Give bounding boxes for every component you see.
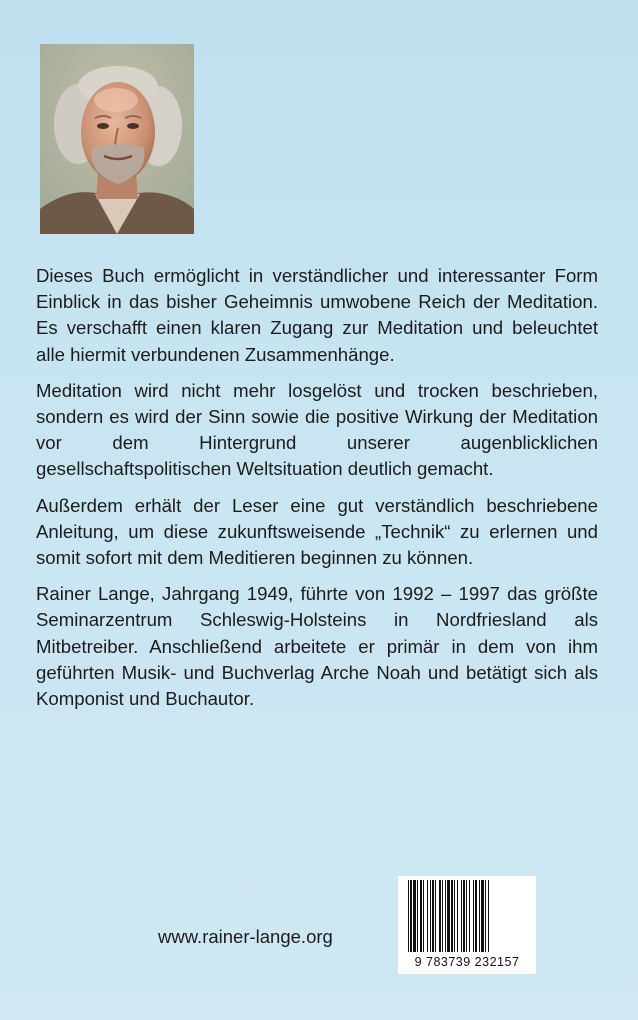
blurb-paragraph: Außerdem erhält der Leser eine gut verständlich beschriebene Anleitung, um diese zukunftsweisende „Technik“ zu erlernen und somit sofort mit dem Meditieren beginnen zu können. bbox=[36, 494, 598, 569]
author-portrait-icon bbox=[40, 44, 194, 234]
blurb-paragraph: Meditation wird nicht mehr losgelöst und trocken beschrieben, sondern es wird der Sinn sowie die positive Wirkung der Meditation vor dem Hintergrund unserer augenblicklichen gesellschaftspolitischen Weltsituation deutlich gemacht. bbox=[36, 379, 598, 480]
author-bio-paragraph: Rainer Lange, Jahrgang 1949, führte von 1992 – 1997 das größte Seminarzentrum Schleswig-Holsteins in Nordfriesland als Mitbetreiber. Anschließend arbeitete er primär in dem von ihm geführten Musik- und Buchverlag Arche Noah und betätigt sich als Komponist und Buchautor. bbox=[36, 583, 598, 710]
isbn-digits: 9 783739 232157 bbox=[414, 955, 520, 969]
isbn-barcode bbox=[398, 876, 536, 974]
author-website: www.rainer-lange.org bbox=[158, 926, 333, 947]
back-cover-blurb bbox=[36, 263, 598, 722]
author-photo bbox=[40, 44, 194, 234]
barcode-icon bbox=[406, 880, 528, 956]
blurb-paragraph: Dieses Buch ermöglicht in verständlicher und interessanter Form Einblick in das bisher Geheimnis umwobene Reich der Meditation. Es verschafft einen klaren Zugang zur Meditation und beleuchtet alle hiermit verbundenen Zusammenhänge. bbox=[36, 265, 598, 365]
